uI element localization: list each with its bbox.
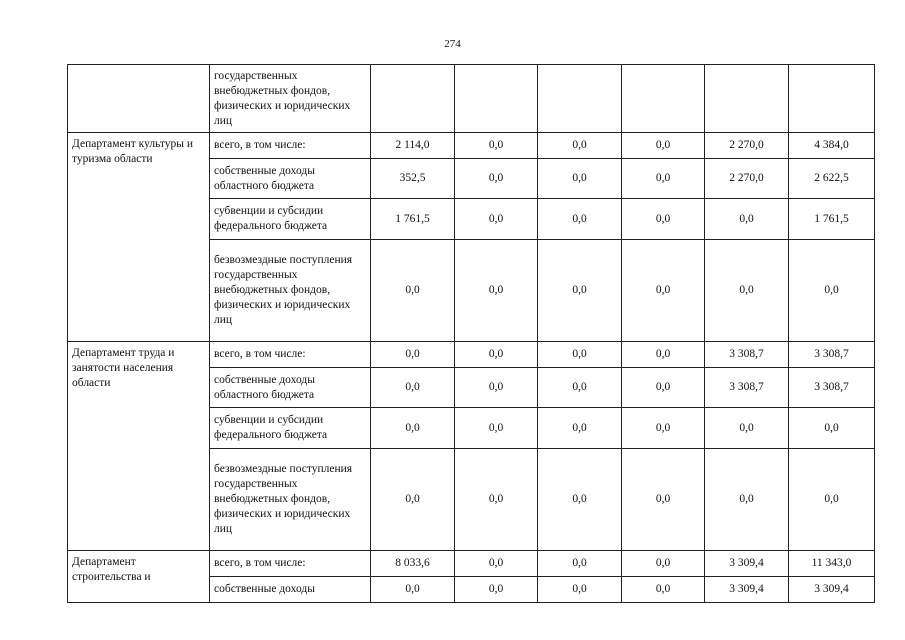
value-cell: 0,0	[538, 408, 622, 449]
value-cell: 0,0	[455, 577, 538, 603]
value-cell: 0,0	[622, 133, 705, 159]
value-cell: 0,0	[538, 133, 622, 159]
value-cell: 0,0	[789, 408, 875, 449]
value-cell: 0,0	[622, 159, 705, 199]
source-cell: безвозмездные поступления государственных внебюджетных фондов, физических и юридических лиц	[210, 449, 371, 551]
value-cell: 0,0	[705, 408, 789, 449]
value-cell: 2 622,5	[789, 159, 875, 199]
value-cell: 0,0	[538, 368, 622, 408]
value-cell: 0,0	[455, 368, 538, 408]
value-cell: 0,0	[538, 342, 622, 368]
value-cell: 0,0	[371, 449, 455, 551]
table-row	[68, 133, 875, 159]
dept-cell	[68, 65, 210, 133]
source-cell: субвенции и субсидии федерального бюджета	[210, 199, 371, 240]
table-row	[68, 551, 875, 577]
value-cell: 0,0	[705, 240, 789, 342]
source-cell: собственные доходы	[210, 577, 371, 603]
value-cell: 0,0	[371, 240, 455, 342]
value-cell: 0,0	[455, 408, 538, 449]
value-cell: 1 761,5	[789, 199, 875, 240]
value-cell: 0,0	[622, 199, 705, 240]
value-cell: 0,0	[455, 159, 538, 199]
value-cell: 0,0	[789, 240, 875, 342]
value-cell: 0,0	[705, 449, 789, 551]
value-cell: 3 309,4	[705, 551, 789, 577]
department-name: Департамент культуры и туризма области	[68, 133, 210, 342]
value-cell: 2 270,0	[705, 133, 789, 159]
source-cell: безвозмездные поступления государственных внебюджетных фондов, физических и юридических лиц	[210, 240, 371, 342]
department-name: Департамент труда и занятости населения области	[68, 342, 210, 551]
value-cell: 0,0	[538, 551, 622, 577]
value-cell: 2 114,0	[371, 133, 455, 159]
table-row	[68, 65, 875, 133]
value-cell: 0,0	[705, 199, 789, 240]
budget-table	[67, 64, 875, 603]
value-cell: 1 761,5	[371, 199, 455, 240]
value-cell: 0,0	[538, 577, 622, 603]
value-cell: 0,0	[622, 551, 705, 577]
value-cell: 2 270,0	[705, 159, 789, 199]
department-name: Департамент строительства и	[68, 551, 210, 603]
value-cell: 0,0	[622, 449, 705, 551]
value-cell: 0,0	[789, 449, 875, 551]
value-cell	[622, 65, 705, 133]
value-cell: 0,0	[622, 408, 705, 449]
value-cell: 0,0	[622, 577, 705, 603]
value-cell: 0,0	[455, 199, 538, 240]
page-number: 274	[444, 38, 461, 50]
value-cell: 0,0	[371, 342, 455, 368]
source-cell: всего, в том числе:	[210, 133, 371, 159]
value-cell: 0,0	[455, 551, 538, 577]
value-cell: 0,0	[538, 159, 622, 199]
value-cell: 0,0	[622, 342, 705, 368]
value-cell: 8 033,6	[371, 551, 455, 577]
value-cell	[538, 65, 622, 133]
value-cell: 0,0	[538, 240, 622, 342]
value-cell: 0,0	[455, 240, 538, 342]
value-cell: 11 343,0	[789, 551, 875, 577]
value-cell: 0,0	[538, 199, 622, 240]
value-cell: 0,0	[371, 577, 455, 603]
value-cell: 0,0	[455, 342, 538, 368]
source-cell: собственные доходы областного бюджета	[210, 159, 371, 199]
source-cell: субвенции и субсидии федерального бюджета	[210, 408, 371, 449]
value-cell	[789, 65, 875, 133]
source-cell: всего, в том числе:	[210, 551, 371, 577]
value-cell: 3 308,7	[705, 368, 789, 408]
value-cell	[371, 65, 455, 133]
value-cell: 3 308,7	[705, 342, 789, 368]
value-cell: 0,0	[455, 133, 538, 159]
value-cell	[705, 65, 789, 133]
value-cell	[455, 65, 538, 133]
value-cell: 0,0	[371, 368, 455, 408]
value-cell: 0,0	[371, 408, 455, 449]
value-cell: 0,0	[622, 240, 705, 342]
value-cell: 0,0	[622, 368, 705, 408]
value-cell: 3 308,7	[789, 368, 875, 408]
value-cell: 0,0	[538, 449, 622, 551]
value-cell: 3 309,4	[789, 577, 875, 603]
value-cell: 0,0	[455, 449, 538, 551]
value-cell: 352,5	[371, 159, 455, 199]
value-cell: 3 309,4	[705, 577, 789, 603]
source-cell: собственные доходы областного бюджета	[210, 368, 371, 408]
value-cell: 3 308,7	[789, 342, 875, 368]
value-cell: 4 384,0	[789, 133, 875, 159]
source-cell: всего, в том числе:	[210, 342, 371, 368]
table-row	[68, 342, 875, 368]
source-cell: государственных внебюджетных фондов, физических и юридических лиц	[210, 65, 371, 133]
